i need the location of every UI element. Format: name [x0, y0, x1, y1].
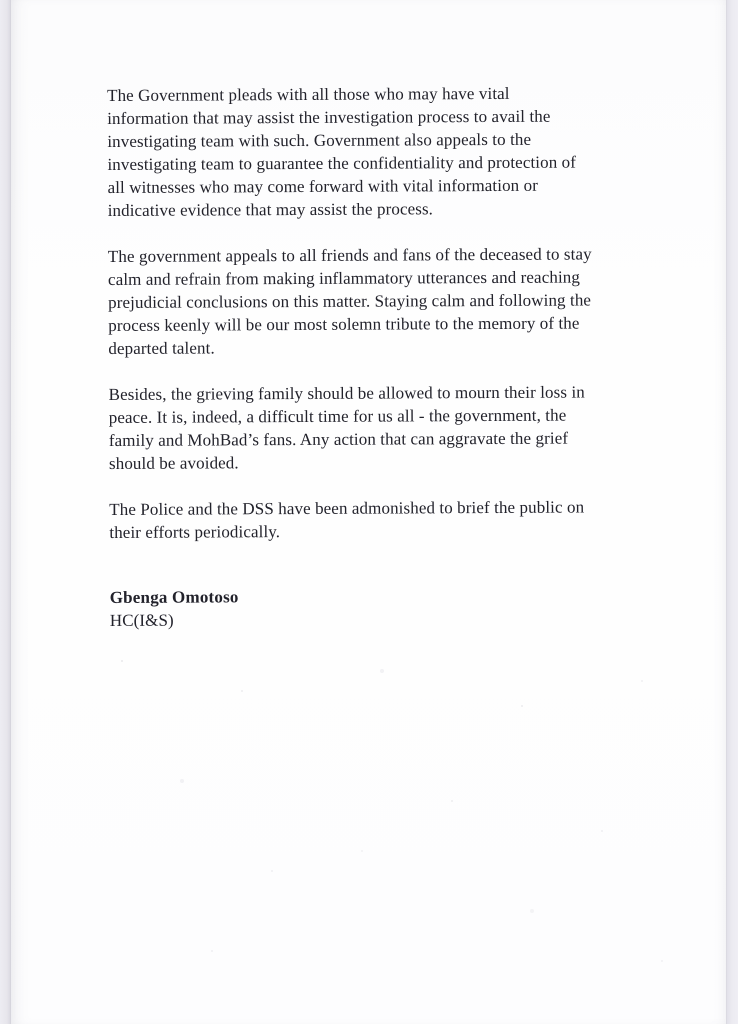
text-line: The Government pleads with all those who may have vital [107, 83, 510, 105]
text-line: investigating team to guarantee the confidentiality and protection of [107, 152, 577, 174]
text-line: departed talent. [108, 338, 215, 358]
text-line: process keenly will be our most solemn tribute to the memory of the [108, 313, 580, 335]
text-line: indicative evidence that may assist the process. [107, 199, 434, 220]
paragraph-family-mourning [109, 380, 593, 475]
text-line: should be avoided. [108, 453, 239, 473]
paragraph-calm-appeal [108, 242, 592, 360]
text-line: The government appeals to all friends and fans of the deceased to stay [107, 244, 592, 266]
text-line: their efforts periodically. [109, 522, 281, 542]
text-line: peace. It is, indeed, a difficult time for us all - the government, the [108, 405, 567, 427]
document-page [10, 0, 727, 1024]
signature-name: Gbenga Omotoso [109, 587, 239, 607]
text-line: all witnesses who may come forward with vital information or [107, 175, 539, 197]
text-line: calm and refrain from making inflammatory utterances and reaching [107, 267, 580, 289]
text-line: prejudicial conclusions on this matter. Staying calm and following the [108, 290, 592, 312]
paragraph-witness-appeal [107, 81, 591, 222]
signature-title: HC(I&S) [109, 610, 174, 630]
page-right-edge [727, 0, 738, 1024]
document-content [107, 81, 594, 632]
text-line: information that may assist the investigation process to avail the [107, 106, 551, 128]
signature-block [110, 583, 594, 632]
page-left-edge [0, 0, 10, 1024]
photo-noise-speckles [121, 660, 123, 662]
text-line: Besides, the grieving family should be allowed to mourn their loss in [108, 382, 585, 404]
text-line: family and MohBad’s fans. Any action that can aggravate the grief [108, 428, 569, 450]
paragraph-police-dss [109, 495, 593, 544]
text-line: The Police and the DSS have been admonished to brief the public on [109, 497, 585, 519]
text-line: investigating team with such. Government also appeals to the [107, 129, 532, 151]
